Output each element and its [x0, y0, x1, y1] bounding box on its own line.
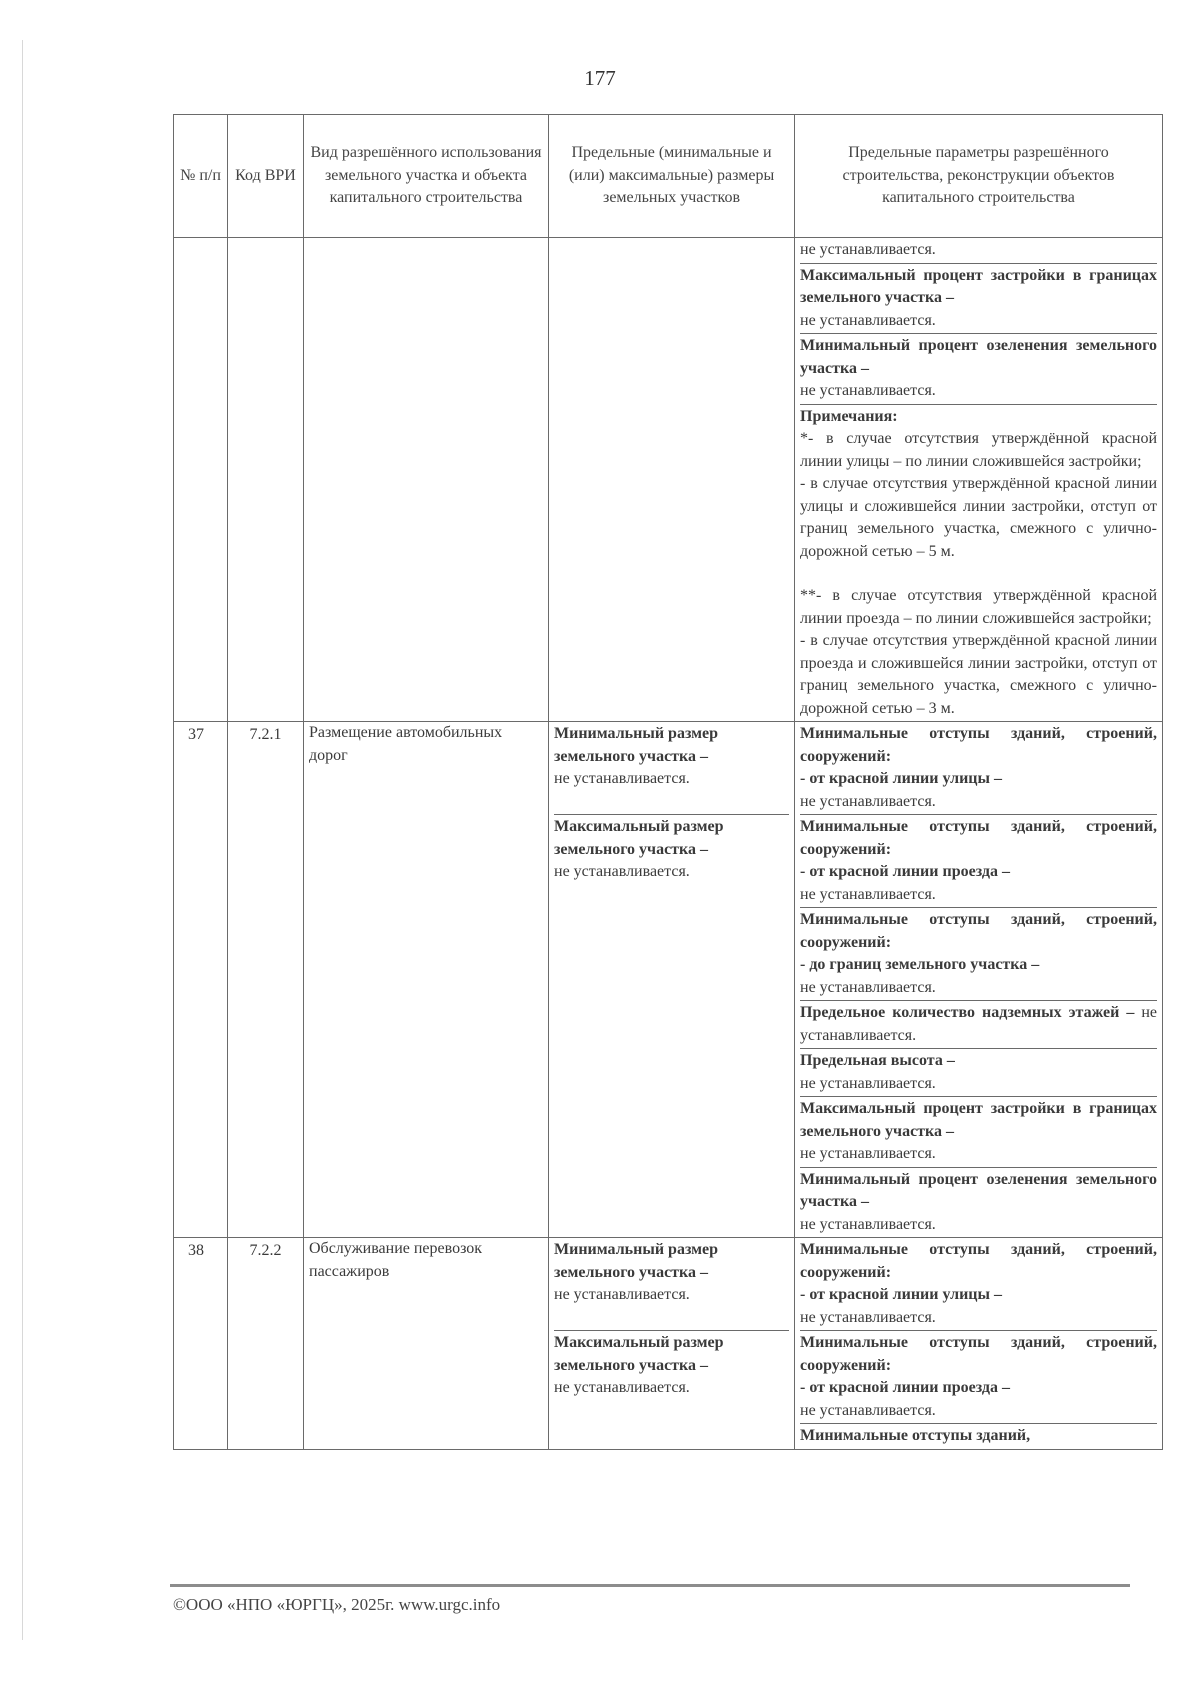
note-text: - в случае отсутствия утверждённой красной линии улицы и сложившейся линии застройки, отступ от границ земельного участка, смежного с улично-дорожной сетью – 5 м.	[800, 475, 1157, 560]
param-item	[800, 1238, 1157, 1330]
row-number: 38	[174, 1238, 228, 1450]
footer-copyright: ©ООО «НПО «ЮРГЦ», 2025г. www.urgc.info	[173, 1595, 501, 1614]
param-subtitle: - от красной линии проезда –	[800, 1379, 1010, 1396]
notes-block	[800, 404, 1157, 722]
size-item	[554, 814, 789, 885]
row-use: Размещение автомобильных дорог	[304, 722, 549, 1238]
param-subtitle: - от красной линии улицы –	[800, 770, 1002, 787]
table-row-37	[174, 722, 1163, 1238]
param-subtitle: - от красной линии проезда –	[800, 863, 1010, 880]
row-sizes-cell	[549, 722, 795, 1238]
param-text: не устанавливается.	[800, 1215, 936, 1233]
param-item	[800, 1167, 1157, 1238]
param-title: Минимальный процент озеленения земельного участка –	[800, 337, 1157, 377]
size-text: не устанавливается.	[554, 1286, 690, 1303]
param-item	[800, 1000, 1157, 1048]
cont-params-cell	[795, 238, 1163, 722]
param-text: не устанавливается.	[800, 1004, 1157, 1044]
size-item	[554, 722, 789, 814]
param-item	[800, 814, 1157, 907]
notes-title: Примечания:	[800, 407, 898, 425]
param-item	[800, 1423, 1157, 1449]
land-use-table	[173, 114, 1163, 1450]
param-text: не устанавливается.	[800, 241, 936, 258]
param-text: не устанавливается.	[800, 1145, 936, 1162]
param-title: Максимальный процент застройки в границах земельного участка –	[800, 1100, 1157, 1140]
param-item	[800, 333, 1157, 404]
size-item	[554, 1238, 789, 1330]
cont-code-cell	[228, 238, 304, 722]
row-number: 37	[174, 722, 228, 1238]
header-sizes: Предельные (минимальные и (или) максимальные) размеры земельных участков	[549, 115, 795, 238]
param-title: Минимальный процент озеленения земельного участка –	[800, 1170, 1157, 1210]
table-row-continuation	[174, 238, 1163, 722]
param-text: не устанавливается.	[800, 1401, 936, 1419]
note-text: - в случае отсутствия утверждённой красной линии проезда и сложившейся линии застройки, отступ от границ земельного участка, смежного с улично-дорожной сетью – 3 м.	[800, 632, 1157, 717]
page-number: 177	[584, 66, 616, 90]
param-item	[800, 238, 1157, 263]
cont-use-cell	[304, 238, 549, 722]
cont-size-cell	[549, 238, 795, 722]
param-item	[800, 722, 1157, 814]
note-text: *- в случае отсутствия утверждённой красной линии улицы – по линии сложившейся застройки;	[800, 430, 1157, 470]
row-code: 7.2.1	[228, 722, 304, 1238]
table-header-row	[174, 115, 1163, 238]
param-text: не устанавливается.	[800, 1074, 936, 1092]
param-title: Минимальные отступы зданий,	[800, 1427, 1031, 1444]
header-code: Код ВРИ	[228, 115, 304, 238]
param-item	[800, 1096, 1157, 1167]
param-title: Минимальные отступы зданий, строений, сооружений:	[800, 1334, 1157, 1374]
size-title: Максимальный размер земельного участка –	[554, 818, 724, 858]
param-text: не устанавливается.	[800, 885, 936, 903]
note-text: **- в случае отсутствия утверждённой красной линии проезда – по линии сложившейся застройки;	[800, 587, 1157, 627]
param-title: Максимальный процент застройки в границах земельного участка –	[800, 266, 1157, 306]
size-title: Минимальный размер земельного участка –	[554, 725, 719, 765]
size-text: не устанавливается.	[554, 1379, 690, 1396]
param-title: Предельное количество надземных этажей –	[800, 1004, 1135, 1021]
param-text: не устанавливается.	[800, 792, 936, 810]
param-item	[800, 263, 1157, 334]
param-text: не устанавливается.	[800, 978, 936, 996]
row-params-cell	[795, 722, 1163, 1238]
param-text: не устанавливается.	[800, 382, 936, 399]
size-text: не устанавливается.	[554, 770, 690, 787]
param-title: Минимальные отступы зданий, строений, сооружений:	[800, 1241, 1157, 1281]
row-use: Обслуживание перевозок пассажиров	[304, 1238, 549, 1450]
param-subtitle: - от красной линии улицы –	[800, 1286, 1002, 1303]
param-text: не устанавливается.	[800, 311, 936, 329]
param-text: не устанавливается.	[800, 1308, 936, 1326]
param-item	[800, 1048, 1157, 1096]
footer-divider	[170, 1584, 1130, 1587]
param-subtitle: - до границ земельного участка –	[800, 956, 1040, 973]
scan-margin-mark	[22, 40, 23, 1640]
size-item	[554, 1330, 789, 1401]
cont-num-cell	[174, 238, 228, 722]
header-use: Вид разрешённого использования земельного участка и объекта капитального строительства	[304, 115, 549, 238]
param-title: Минимальные отступы зданий, строений, сооружений:	[800, 911, 1157, 951]
size-title: Максимальный размер земельного участка –	[554, 1334, 724, 1374]
size-text: не устанавливается.	[554, 863, 690, 880]
param-title: Минимальные отступы зданий, строений, сооружений:	[800, 725, 1157, 765]
header-num: № п/п	[174, 115, 228, 238]
size-title: Минимальный размер земельного участка –	[554, 1241, 719, 1281]
param-title: Предельная высота –	[800, 1052, 955, 1069]
table-row-38	[174, 1238, 1163, 1450]
param-title: Минимальные отступы зданий, строений, сооружений:	[800, 818, 1157, 858]
row-code: 7.2.2	[228, 1238, 304, 1450]
row-params-cell	[795, 1238, 1163, 1450]
param-item	[800, 907, 1157, 1000]
param-item	[800, 1330, 1157, 1423]
header-params: Предельные параметры разрешённого строительства, реконструкции объектов капитального строительства	[795, 115, 1163, 238]
row-sizes-cell	[549, 1238, 795, 1450]
